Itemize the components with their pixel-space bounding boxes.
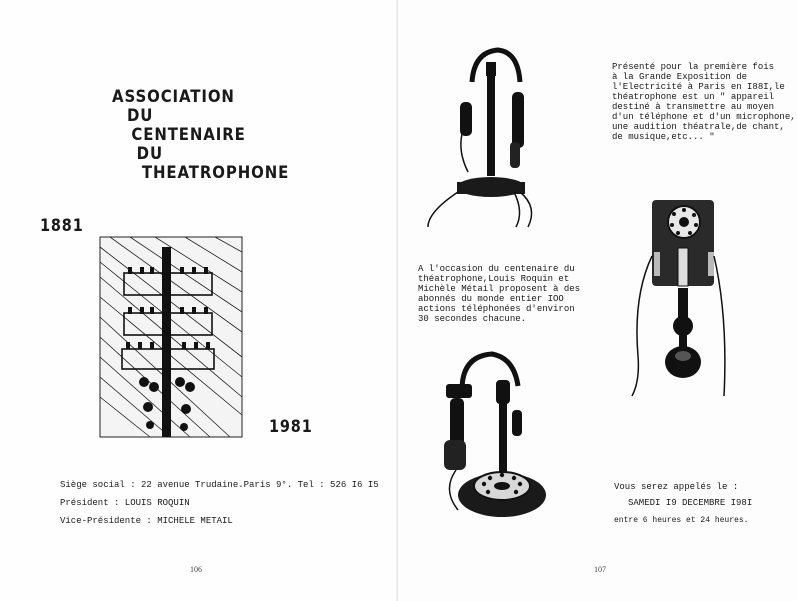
page-number-right: 107 (594, 565, 606, 574)
association-title (112, 88, 289, 183)
vice-president-line: Vice-Présidente : MICHELE METAIL (60, 516, 233, 526)
intro-line-3: l'Electricité à Paris en I88I,le (612, 82, 785, 92)
intro-line-2: à la Grande Exposition de (612, 72, 748, 82)
occasion-line-3: Michèle Métail proposent à des (418, 284, 581, 294)
title-line-theatrophone: THEATROPHONE (141, 163, 290, 183)
occasion-line-1: A l'occasion du centenaire du (418, 264, 575, 274)
title-line-association: ASSOCIATION (112, 87, 235, 107)
title-line-du-1: DU (126, 106, 154, 126)
call-label: Vous serez appelés le : (614, 482, 739, 492)
title-line-du-2: DU (136, 144, 163, 164)
address-line: Siège social : 22 avenue Trudaine.Paris 9°. Tel : 526 I6 I5 (60, 480, 379, 490)
intro-line-1: Présenté pour la première fois (612, 62, 775, 72)
occasion-line-2: théatrophone,Louis Roquin et (418, 274, 570, 284)
call-hours: entre 6 heures et 24 heures. (614, 516, 749, 525)
telegraph-pole-illustration (100, 237, 242, 437)
year-1981: 1981 (269, 417, 313, 437)
intro-line-4: théatrophone est un " appareil (612, 92, 775, 102)
occasion-line-5: actions téléphonées d'environ (418, 304, 575, 314)
left-page (0, 0, 398, 601)
intro-line-7: une audition théatrale,de chant, (612, 122, 785, 132)
intro-paragraph (612, 62, 796, 142)
right-page (398, 0, 797, 601)
page-number-left: 106 (190, 565, 202, 574)
year-1881: 1881 (40, 216, 84, 236)
president-line: Président : LOUIS ROQUIN (60, 498, 190, 508)
title-line-centenaire: CENTENAIRE (131, 125, 246, 145)
intro-line-6: d'un téléphone et d'un microphone, (612, 112, 796, 122)
occasion-line-4: abonnés du monde entier IOO (418, 294, 564, 304)
candlestick-telephone-icon (428, 42, 548, 227)
intro-line-8: de musique,etc... " (612, 132, 715, 142)
occasion-line-6: 30 secondes chacune. (418, 314, 527, 324)
intro-line-5: destiné à transmettre au moyen (612, 102, 775, 112)
dial-telephone-icon (432, 350, 552, 525)
wall-telephone-icon (628, 196, 728, 396)
occasion-paragraph (418, 264, 580, 324)
call-date: SAMEDI I9 DECEMBRE I98I (628, 498, 753, 508)
